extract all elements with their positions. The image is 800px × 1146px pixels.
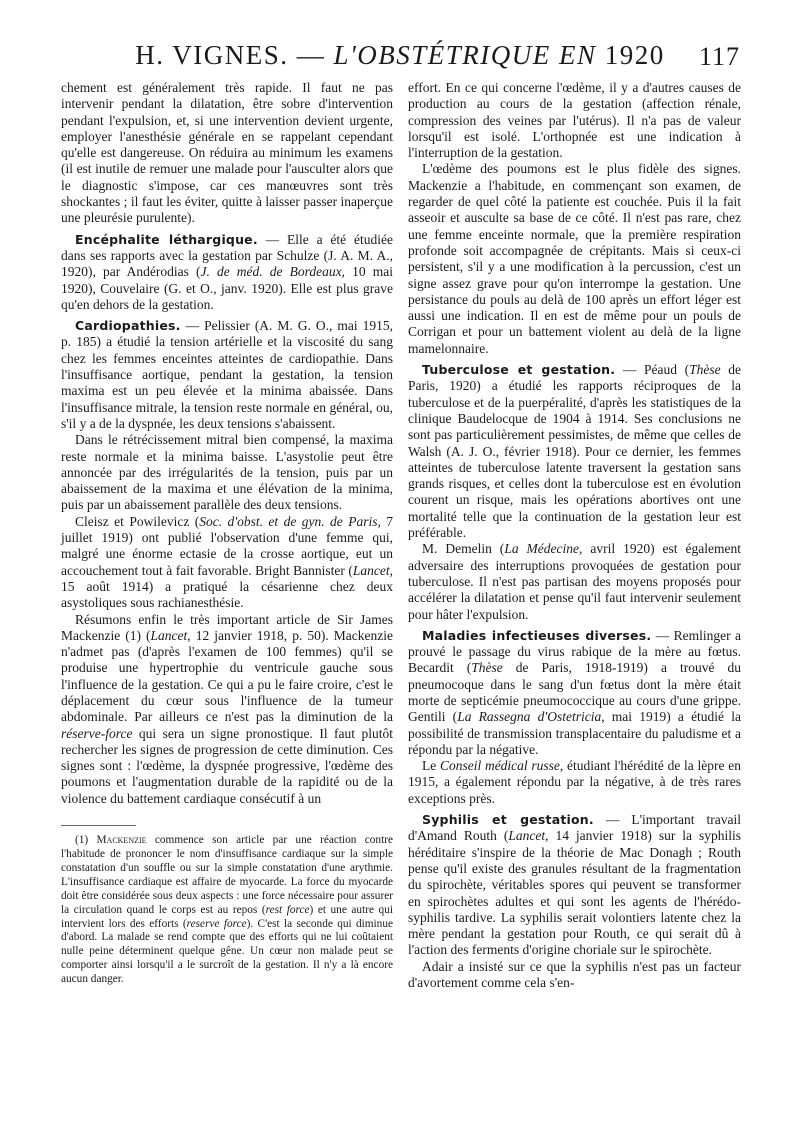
header-year: 1920 (604, 40, 665, 70)
text-run: — Elle a été étudiée dans ses rapports avec la gestation par Schulze (J. A. M. A., 1920), par Andérodias ( (61, 231, 393, 280)
text-run: , 12 janvier 1918, p. 50). Mackenzie n'admet pas (d'après l'examen de 100 femmes) qu'il se produise une hypertrophie du ventricule gauche sous l'influence de la gestation. Ce qui a pu le faire croire, c'est le déplacement du cœur sous l'influence de la tumeur abdominale. Par ailleurs ce n'est pas la diminution de la (61, 627, 393, 725)
paragraph-mackenzie (61, 612, 393, 808)
text-run: Résumons enfin le très important article de Sir James Mackenzie (1) ( (61, 611, 393, 643)
section-title-syphilis: Syphilis et gestation. (422, 812, 594, 828)
header-author: H. VIGNES. — (135, 40, 326, 70)
italic-term: réserve-force (61, 725, 133, 741)
text-run: — L'important travail d'Amand Routh ( (408, 812, 741, 844)
text-run: , 15 août 1914) a pratiqué la césarienne chez deux asystoliques sous rachianesthésie. (61, 562, 393, 611)
text-run: — Remlinger a prouvé le passage du virus rabique de la mère au fœtus. Becardit ( (408, 627, 741, 676)
text-run: ) et une autre qui intervient lors des efforts ( (61, 903, 393, 930)
text-run: qui sera un signe pronostique. Il faut plutôt rechercher les signes de progression de cette diminution. Ces signes sont : l'œdème, la dyspnée progressive, l'œdème des poumons et l'augmentation durable de la rapidité ou de la violence du battement cardiaque consécutif à un (61, 725, 393, 806)
italic-term: Thèse (471, 660, 503, 676)
section-title-maladies: Maladies infectieuses diverses. (422, 627, 652, 643)
footnote-marker: (1) (75, 834, 97, 847)
section-encephalite (61, 232, 393, 313)
journal-title: Lancet (150, 627, 188, 643)
text-run: M. Demelin ( (422, 541, 505, 557)
paragraph-oedeme: effort. En ce qui concerne l'œdème, il y a d'autres causes de production au cours de la gestation (affection rénale, compression des veines par l'utérus). Il n'a pas de valeur lorsqu'il est isolé. L'orthopnée est une indication à l'interruption de la gestation. (408, 80, 741, 161)
right-column (408, 80, 741, 991)
paragraph-oedeme-poumons: L'œdème des poumons est le plus fidèle des signes. Mackenzie a l'habitude, en commençant son examen, de regarder de quel côté la patiente est couchée. Puis il la fait asseoir et ausculte sa base de ce côté. Il n'est pas rare, chez une femme enceinte normale, que la première respiration profonde soit accompagnée de crépitants. Mais si ceux-ci persistent, s'il y a une modification à la percussion, c'est un signe assez grave pour qu'on interrompe la gestation. Une persistance du pouls au delà de 100 après un effort léger est aussi une indication. Il en est de même pour un pouls de Corrigan et pour un battement violent au delà de la ligne mamelonnaire. (408, 161, 741, 356)
text-run: , 10 mai 1920), Couvelaire (G. et O., janv. 1920). Elle est plus grave qu'en dehors de la gestation. (61, 264, 393, 312)
text-run: Cleisz et Powilevicz ( (75, 513, 200, 529)
footnote-divider (61, 825, 136, 826)
section-cardiopathies (61, 318, 393, 432)
journal-title: Soc. d'obst. et de gyn. de Paris (199, 513, 378, 529)
footnote-author: Mackenzie (96, 834, 147, 847)
text-run: , 14 janvier 1918) sur la syphilis héréditaire s'inspire de la théorie de Mac Donagh ; Routh pense qu'il existe des granules résultant de la fragmentation du spirochète, véritables spores qui peuvent se transformer en spirochètes adultes et qui sont les agents de l'hérédo-syphilis tardive. La syphilis serait volontiers latente chez la mère pendant la gestation pour Routh, ce qui serait dû à l'action des ferments d'origine choriale sur le spirochète. (408, 828, 741, 958)
italic-term: rest force (265, 903, 310, 916)
paragraph-accouchement: chement est généralement très rapide. Il faut ne pas intervenir pendant la dilatation, être sobre d'intervention pendant l'expulsion, et, si une intervention devient urgente, employer l'anesthésie générale en se rappelant cependant qu'elle est dangereuse. On réduira au minimum les examens (il est inutile de remuer une malade pour l'ausculter alors que le diagnostic s'impose, car ces manœuvres sont très shockantes ; il faut les éviter, quitte à laisser passer inaperçue une pleurésie purulente). (61, 80, 393, 226)
journal-title: Lancet (508, 828, 546, 844)
paragraph-lepre (408, 758, 741, 807)
journal-title: Lancet (352, 562, 390, 578)
text-run: , mai 1919) a étudié la possibilité de transmission transplacentaire du paludisme et a répondu par la négative. (408, 709, 741, 757)
journal-title: La Rassegna d'Ostetricia (457, 709, 602, 725)
journal-title: La Médecine (504, 541, 580, 557)
paragraph-demelin (408, 541, 741, 622)
page-number: 117 (698, 42, 740, 71)
text-run: , 7 juillet 1919) ont publié l'observation d'une femme qui, malgré une énorme ectasie de la crosse aortique, eut un accouchement tout à fait favorable. Bright Bannister ( (61, 513, 394, 578)
text-run: — Péaud ( (615, 362, 690, 378)
journal-title: J. de méd. de Bordeaux (200, 264, 342, 280)
header-title: L'OBSTÉTRIQUE EN (333, 40, 597, 70)
text-run: — Pelissier (A. M. G. O., mai 1915, p. 185) a étudié la tension artérielle et la viscosité du sang chez les femmes enceintes atteintes de cardiopathie. Dans l'insuffisance aortique, pendant la gestation, la tension maxima est un peu élevée et la minima abaissée. Dans l'insuffisance mitrale, la tension reste normale en général, ou, s'il y a de la dyspnée, les deux tensions s'abaissent. (61, 318, 393, 431)
italic-term: reserve force (186, 917, 247, 930)
section-maladies-infectieuses (408, 628, 741, 758)
text-run: , étudiant l'hérédité de la lèpre en 1915, a également répondu par la négative, à de très rares exceptions près. (408, 758, 741, 806)
text-run: ). C'est la seconde qui diminue d'abord. La malade se rend compte que des efforts qui ne lui coûtaient nulle peine déterminent quelque gêne. Un cœur non malade peut se comporter ainsi lorsqu'il a le surcroît de la gestation. Il n'y a là encore aucun danger. (61, 917, 393, 986)
section-title-encephalite: Encéphalite léthargique. (75, 231, 258, 247)
running-title (0, 40, 800, 71)
text-run: de Paris, 1920) a étudié les rapports réciproques de la tuberculose et de la puerpéralité, d'après les statistiques de la clinique Baudelocque de 1904 à 1914. Ses conclusions ne sont pas particulièrement pessimistes, de même que celles de Walsh (A. J. O., février 1918). Pour ce dernier, les femmes atteintes de tuberculose latente traversent la gestation sans grands risques, et celles dont la tuberculose est en évolution courent un risque, mais les opérations abortives ont une mortalité telle que la continuation de la gestation leur est préférable. (408, 362, 741, 541)
paragraph-adair: Adair a insisté sur ce que la syphilis n'est pas un facteur d'avortement comme cela s'en- (408, 958, 741, 991)
footnote (61, 834, 393, 987)
section-title-tuberculose: Tuberculose et gestation. (422, 362, 616, 378)
paragraph-retrecissement: Dans le rétrécissement mitral bien compensé, la maxima reste normale et la minima baisse. L'asystolie peut être annoncée par des irrégularités de la tension, puis par un abaissement de la maxima et une élévation de la minima, puis par un abaissement parallèle des deux tensions. (61, 432, 393, 513)
section-syphilis (408, 812, 741, 959)
italic-term: Thèse (689, 362, 721, 378)
paragraph-cleisz (61, 514, 393, 612)
text-run: , avril 1920) est également adversaire des interruptions provoquées de gestation pour tuberculose. Il n'est pas partisan des moyens proposés pour accélérer la dilatation et pense qu'il faut intervenir seulement pour hâter l'expulsion. (408, 541, 741, 622)
text-run: Le (422, 758, 440, 774)
section-tuberculose (408, 362, 741, 541)
section-title-cardiopathies: Cardiopathies. (75, 318, 181, 334)
text-run: de Paris, 1918-1919) a trouvé du pneumocoque dans le sang d'un fœtus dont la mère était morte de septicémie pneumococcique au cours d'une grippe. Gentili ( (408, 660, 741, 725)
left-column (61, 80, 393, 987)
italic-term: Conseil médical russe (439, 758, 560, 774)
text-run: commence son article par une réaction contre l'habitude de prononcer le nom d'insuffisance cardiaque sur la simple constatation d'un souffle ou sur la simple constatation d'une arythmie. L'insuffisance cardiaque est affaire de myocarde. La force du myocarde doit être considérée sous deux aspects : une force nécessaire pour assurer la circulation quand le corps est au repos ( (61, 834, 393, 916)
running-header (0, 40, 800, 80)
